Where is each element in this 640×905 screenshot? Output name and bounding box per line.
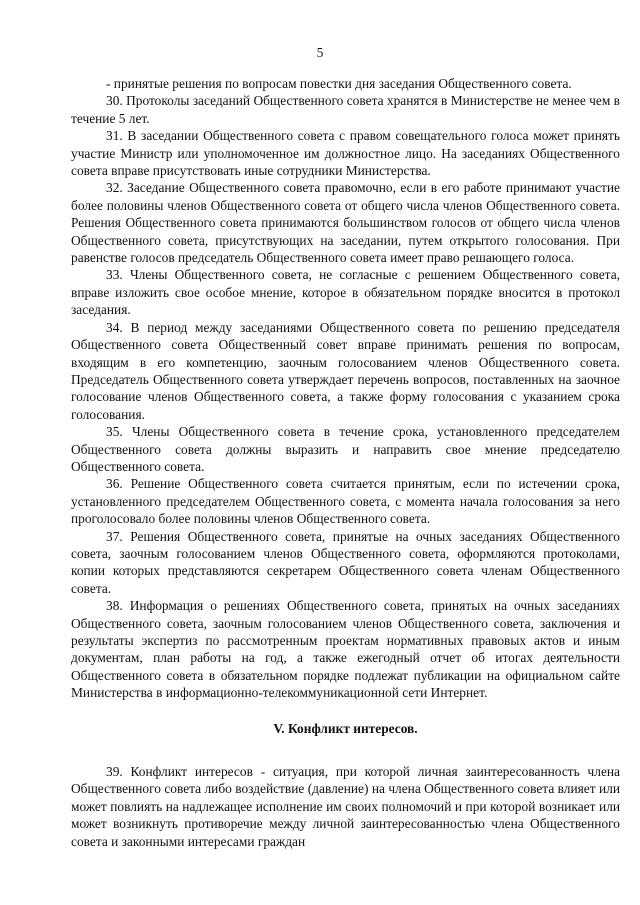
paragraph-item-29-end: - принятые решения по вопросам повестки дня заседания Общественного совета.	[106, 76, 572, 91]
paragraph-item-35: 35. Члены Общественного совета в течение срока, установленного председателем Общественного совета должны выразить и направить свое мнение председателю Общественного совета.	[71, 424, 620, 474]
paragraph-item-31: 31. В заседании Общественного совета с правом совещательного голоса может принять участие Министр или уполномоченное им должностное лицо. На заседаниях Общественного совета вправе присутствовать иные сотрудники Министерства.	[71, 128, 620, 179]
paragraph-item-37: 37. Решения Общественного совета, принятые на очных заседаниях Общественного совета, заочным голосованием членов Общественного совета, оформляются протоколами, копии которых представляются секретарем Общественного совета членам Общественного совета.	[71, 528, 620, 596]
paragraph-item-30: 30. Протоколы заседаний Общественного совета хранятся в Министерстве не менее чем в течение 5 лет.	[71, 93, 620, 126]
page-number: 5	[316, 45, 324, 60]
paragraph-item-38: 38. Информация о решениях Общественного совета, принятых на очных заседаниях Общественного совета, заочным голосованием членов Общественного совета, заключения и результаты экспертиз по рассмотренным проектам нормативных правовых актов и иным документам, план работы на год, а также ежегодный отчет об итогах деятельности Общественного совета в обязательном порядке подлежат публикации на официальном сайте Министерства в информационно-телекоммуникационной сети Интернет.	[71, 598, 620, 701]
paragraph-item-32: 32. Заседание Общественного совета правомочно, если в его работе принимают участие более половины членов Общественного совета от общего числа членов Общественного совета. Решения Общественного совета принимаются большинством голосов от общего числа членов Общественного совета, присутствующих на заседании, путем открытого голосования. При равенстве голосов председатель Общественного совета имеет право решающего голоса.	[71, 180, 620, 266]
paragraph-item-36: 36. Решение Общественного совета считается принятым, если по истечении срока, установленного председателем Общественного совета, с момента начала голосования за него проголосовало более половины членов Общественного совета.	[71, 476, 620, 527]
paragraph-item-33: 33. Члены Общественного совета, не согласные с решением Общественного совета, вправе изложить свое особое мнение, которое в обязательном порядке вносится в протокол заседания.	[71, 267, 620, 318]
paragraph-item-34: 34. В период между заседаниями Общественного совета по решению председателя Общественного совета Общественный совет вправе принимать решения по вопросам, входящим в его компетенцию, заочным голосованием членов Общественного совета. Председатель Общественного совета утверждает перечень вопросов, поставленных на заочное голосование членов Общественного совета, а также форму голосования с указанием срока голосования.	[71, 319, 620, 422]
document-body	[71, 75, 620, 850]
paragraph-item-39: 39. Конфликт интересов - ситуация, при которой личная заинтересованность члена Общественного совета либо воздействие (давление) на члена Общественного совета влияет или может повлиять на надлежащее исполнение им своих полномочий и при которой возникает или может возникнуть противоречие между личной заинтересованностью члена Общественного совета и законными интересами граждан	[71, 764, 620, 849]
section-title: V. Конфликт интересов.	[273, 720, 418, 736]
